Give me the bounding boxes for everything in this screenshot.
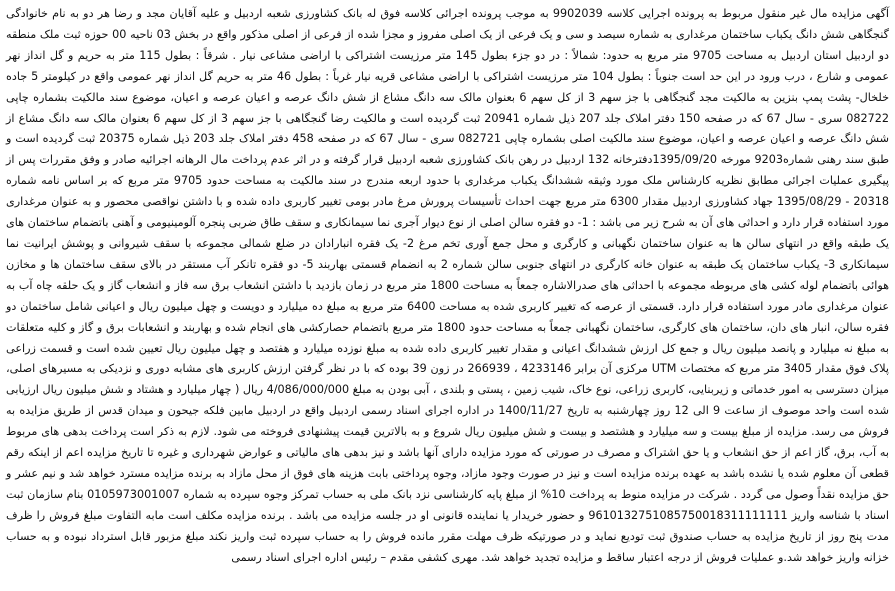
auction-notice-body: آگهی مزایده مال غیر منقول مربوط به پرونده اجرایی کلاسه 9902039 به موجب پرونده اجرائی کلاسه فوق له بانک کشاورزی شعبه اردبیل و علیه آقایان مجد و رضا هر دو به نام خانوادگی گنجگاهی شش دانگ یکباب ساختمان مرغداری به شماره سیصد و سی و یک فرعی از یک اصلی مفروز و مجزا شده از فرعی از اصلی مذکور واقع در بخش 03 ناحیه 00 حوزه ثبت ملک منطقه دو اردبیل استان اردبیل به مساحت 9705 متر مربع به حدود: شمالاً : در دو جزء بطول 145 متر مرزیست اشتراکی با اراضی مشاعی نیار . شرقاً : بطول 115 متر به حریم و گل انداز نهر عمومی و شارع ، درب ورود در این حد است جنوباً : بطول 104 متر مرزیست اشتراکی با اراضی مشاعی قریه نیار غرباً : بطول 46 متر به حریم گل انداز نهر عمومی واقع در کیلومتر 5 جاده خلخال- پشت پمپ بنزین به مالکیت مجد گنجگاهی با جز سهم 3 از کل سهم 6 بعنوان مالک سه دانگ مشاع از شش دانگ عرصه و اعیان عرصه و اعیان، موضوع سند مالکیت بشماره چاپی 082722 سری - سال 67 که در صفحه 150 دفتر املاک جلد 207 ذیل شماره 20941 ثبت گردیده است و مالکیت رضا گنجگاهی با جز سهم 3 از کل سهم 6 بعنوان مالک سه دانگ مشاع از شش دانگ عرصه و اعیان عرصه و اعیان، موضوع سند مالکیت اصلی بشماره چاپی 082721 سری - سال 67 که در صفحه 458 دفتر املاک جلد 203 ذیل شماره 20375 ثبت گردیده است و طبق سند رهنی شماره9203 مورخه 1395/09/20دفترخانه 132 اردبیل در رهن بانک کشاورزی شعبه اردبیل قرار گرفته و در اثر عدم پرداخت مال الرهانه اجرائیه صادر و وفق مقررات پس از پیگیری عملیات اجرائی مطابق نظریه کارشناس ملک مورد وثیقه ششدانگ یکباب مرغداری با حدود اربعه مندرج در سند مالکیت به مساحت حدود 9705 متر مربع که بر اساس نامه شماره 20318 - 1395/08/29 جهاد کشاورزی اردبیل مقدار 6300 متر مربع جهت احداث تأسیسات پرورش مرغ مادر بومی تغییر کاربری داده شده و با داشتن نواقصی محصور و به عنوان مرغداری مورد استفاده قرار دارد و احداثی های آن به شرح زیر می باشد : 1- دو فقره سالن اصلی از نوع دیوار آجری نما سیمانکاری و سقف طاق ضربی پنجره آلومینیومی و آهنی باتضمام ساختمان های یک طبقه واقع در انتهای سالن ها به عنوان ساختمان نگهبانی و کارگری و محل جمع آوری تخم مرغ 2- یک فقره انبارادان در ضلع شمالی مجموعه با سقف شیروانی و پوشش ایرانیت نما سیمانکاری 3- یکباب ساختمان یک طبقه به عنوان خانه کارگری در انتهای جنوبی سالن شماره 2 به انضمام قسمتی بهاربند 5- دو فقره تانکر آب مستقر در بالای سقف ساختمان ها و مخازن هوائی باتضمام لوله کشی های مربوطه مجموعه با احداثی های صدرالاشاره جمعاً به مساحت 1800 متر مربع در زمان بازدید با داشتن انشعاب برق سه فاز و انشعاب گاز و یک حلقه چاه آب به عنوان مرغداری مادر مورد استفاده قرار دارد. قسمتی از عرصه که تغییر کاربری شده به مساحت 6400 متر مربع به مبلغ ده میلیارد و دویست و چهل میلیون ریال و اعیانی شامل ساختمان دو فقره سالن، انبار های دان، ساختمان های کارگری، ساختمان نگهبانی جمعاً به مساحت حدود 1800 متر مربع باتضمام حصارکشی های انجام شده و بهاربند و انشعابات برق و گاز و کلیه متعلقات به مبلغ نه میلیارد و پانصد میلیون ریال و جمع کل ارزش ششدانگ اعیانی و مقدار تغییر کاربری داده شده به مبلغ نوزده میلیارد و هفتصد و چهل میلیون ریال تعیین شده است و قسمت زراعی پلاک فوق مقدار 3405 متر مربع که مختصات UTM مرکزی آن برابر 4233146 ، 266939 در زون 39 بوده که با در نظر گرفتن ارزش کاربری های مشابه دوری و نزدیکی به مسیرهای اصلی، میزان دسترسی به امور خدماتی و زیربنایی، کاربری زراعی، نوع خاک، شیب زمین ، پستی و بلندی ، آبی بودن به مبلغ 4/086/000/000 ریال ( چهار میلیارد و هشتاد و شش میلیون ریال ارزیابی شده است واحد موصوف از ساعت 9 الی 12 روز چهارشنبه به تاریخ 1400/11/27 در اداره اجرای اسناد رسمی اردبیل واقع در اردبیل مابین فلکه جیحون و میدان قدس از طریق مزایده به فروش می رسد. مزایده از مبلغ بیست و سه میلیارد و هشتصد و بیست و شش میلیون ریال شروع و به بالاترین قیمت پیشنهادی فروخته می شود. لازم به ذکر است پرداخت بدهی های مربوط به آب، برق، گاز اعم از حق انشعاب و یا حق اشتراک و مصرف در صورتی که مورد مزایده دارای آنها باشد و نیز بدهی های مالیاتی و عوارض شهرداری و غیره تا تاریخ مزایده اعم از اینکه رقم قطعی آن معلوم شده یا نشده باشد به عهده برنده مزایده است و نیز در صورت وجود مازاد، وجوه پرداختی بابت هزینه های فوق از محل مازاد به برنده مزایده مسترد خواهد شد و نیم عشر و حق مزایده نقداً وصول می گردد . شرکت در مزایده منوط به پرداخت 10% از مبلغ پایه کارشناسی نزد بانک ملی به حساب تمرکز وجوه سپرده به شماره 0105973001007 بنام سازمان ثبت اسناد با شناسه واریز 9610132751085750018311111111 و حضور خریدار یا نماینده قانونی او در جلسه مزایده می باشد . برنده مزایده مکلف است مابه التفاوت مبلغ فروش را ظرف مدت پنج روز از تاریخ مزایده به حساب صندوق ثبت تودیع نماید و در صورتیکه ظرف مهلت مقرر مانده فروش را به حساب سپرده ثبت واریز نکند مبلغ مزبور قابل استرداد نبوده و به حساب خزانه واریز خواهد شد.و عملیات فروش از درجه اعتبار ساقط و مزایده تجدید خواهد شد. مهری کشفی مقدم – رئیس اداره اجرای اسناد رسمی xyxy=(6,7,890,564)
